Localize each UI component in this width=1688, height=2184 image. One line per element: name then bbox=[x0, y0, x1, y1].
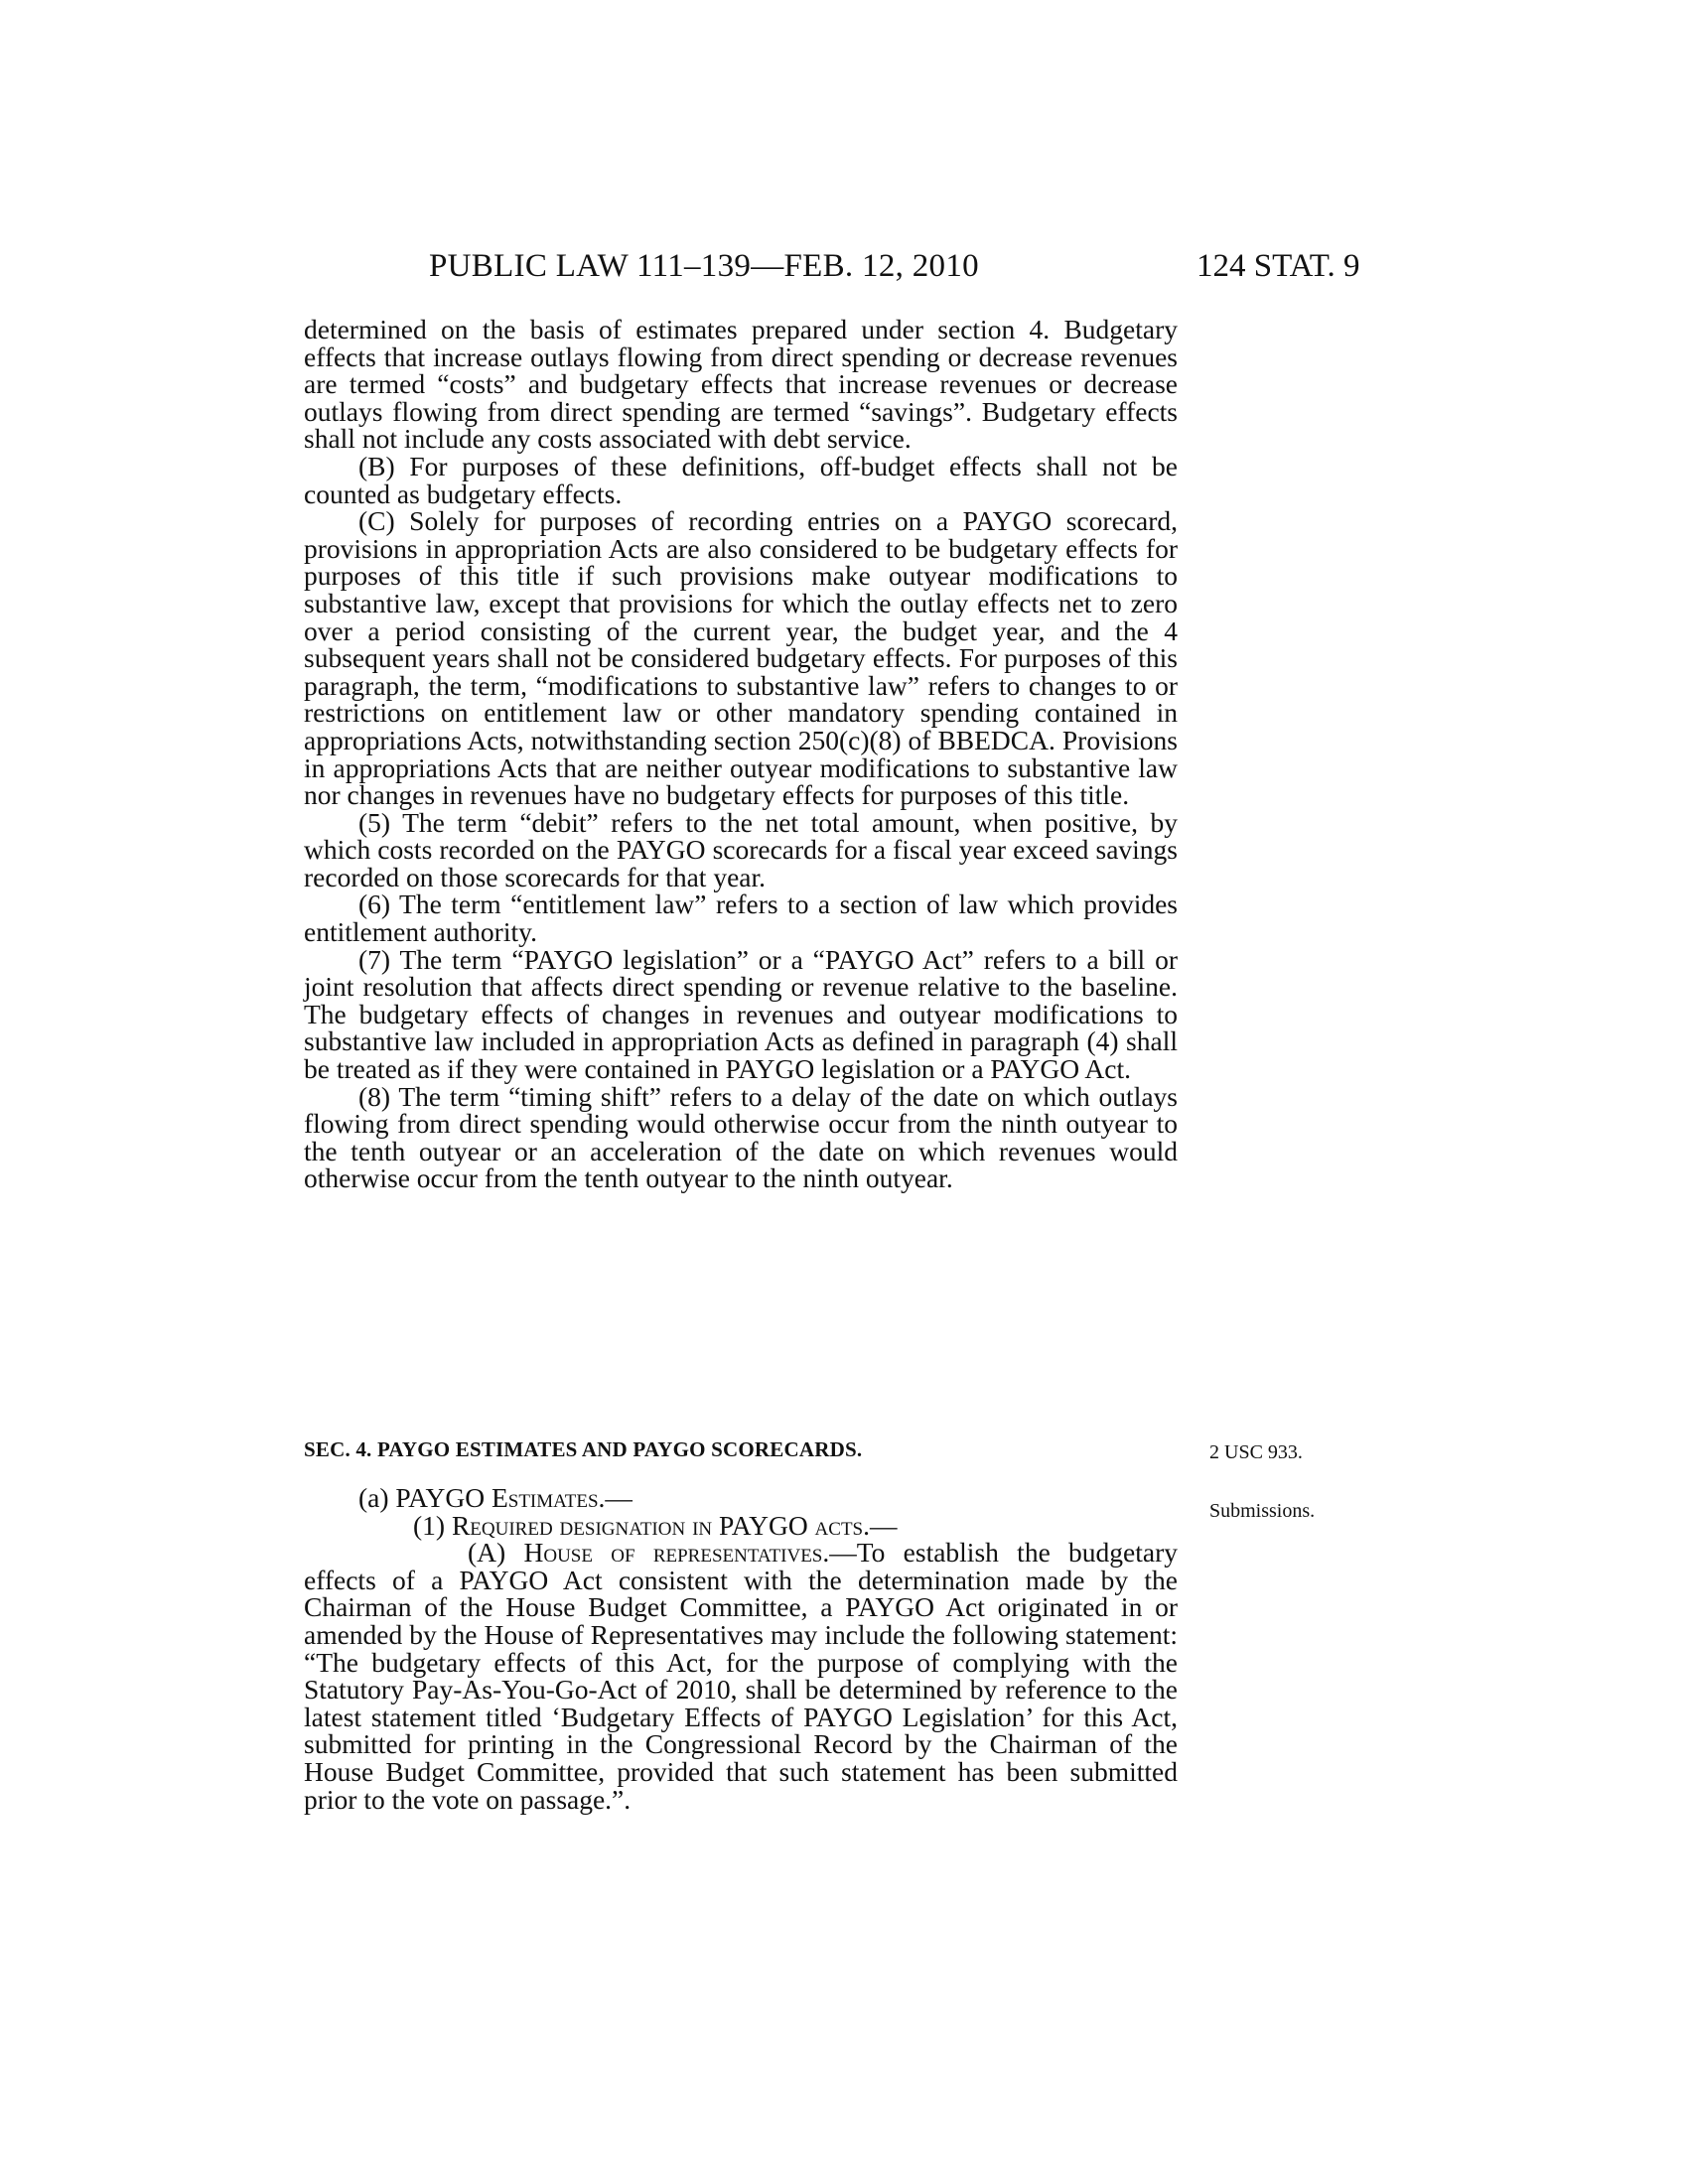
page-header bbox=[0, 248, 1688, 288]
subsection-a-title: PAYGO Estimates.— bbox=[395, 1482, 633, 1513]
subparagraph-a-text: To establish the budgetary effects of a PAYGO Act consistent with the determination made by the Chairman of the House Budget Committee, a PAYGO Act originated in or amended by the House of Representatives may include the following statement: “The budgetary effects of this Act, for the purpose of complying with the Statutory Pay-As-You-Go-Act of 2010, shall be determined by reference to the latest statement titled ‘Budgetary Effects of PAYGO Legislation’ for this Act, submitted for printing in the Congressional Record by the Chairman of the House Budget Committee, provided that such statement has been submitted prior to the vote on passage.”. bbox=[304, 1537, 1179, 1815]
paragraph-5: (5) The term “debit” refers to the net total amount, when positive, by which costs recorded on the PAYGO scorecards for a fiscal year exceed savings recorded on those scorecards for that year. bbox=[304, 806, 1178, 892]
subparagraph-a-title: House of representatives.— bbox=[523, 1537, 857, 1569]
paragraph-1-prefix: (1) bbox=[413, 1509, 446, 1541]
subsection-a bbox=[304, 1484, 1178, 1512]
margin-note-submissions: Submissions. bbox=[1209, 1500, 1316, 1522]
subparagraph-a-prefix: (A) bbox=[468, 1537, 506, 1569]
subsection-a-prefix: (a) bbox=[358, 1482, 389, 1513]
paragraph-1-title: Required designation in PAYGO acts.— bbox=[451, 1509, 898, 1541]
subparagraph-a bbox=[304, 1539, 1178, 1813]
running-title: PUBLIC LAW 111–139—FEB. 12, 2010 bbox=[429, 248, 979, 284]
paragraph-8: (8) The term “timing shift” refers to a delay of the date on which outlays flowing from direct spending would otherwise occur from the ninth outyear to the tenth outyear or an acceleration of the date on which revenues would otherwise occur from the tenth outyear to the ninth outyear. bbox=[304, 1080, 1178, 1194]
paragraph-continuation: determined on the basis of estimates prepared under section 4. Budgetary effects that increase outlays flowing from direct spending or decrease revenues are termed “costs” and budgetary effects that increase revenues or decrease outlays flowing from direct spending are termed “savings”. Budgetary effects shall not include any costs associated with debt service. bbox=[304, 314, 1178, 455]
section-4 bbox=[304, 1437, 1178, 1813]
statute-page-number: 124 STAT. 9 bbox=[1196, 248, 1360, 284]
paragraph-c: (C) Solely for purposes of recording entries on a PAYGO scorecard, provisions in appropriation Acts are also considered to be budgetary effects for purposes of this title if such provisions make outyear modifications to substantive law, except that provisions for which the outlay effects net to zero over a period consisting of the current year, the budget year, and the 4 subsequent years shall not be considered budgetary effects. For purposes of this paragraph, the term, “modifications to substantive law” refers to changes to or restrictions on entitlement law or other mandatory spending contained in appropriations Acts, notwithstanding section 250(c)(8) of BBEDCA. Provisions in appropriations Acts that are neither outyear modifications to substantive law nor changes in revenues have no budgetary effects for purposes of this title. bbox=[304, 505, 1178, 811]
margin-note-usc: 2 USC 933. bbox=[1209, 1441, 1303, 1463]
paragraph-6: (6) The term “entitlement law” refers to a section of law which provides entitlement authority. bbox=[304, 888, 1178, 948]
section-4-body bbox=[304, 1484, 1178, 1813]
paragraph-7: (7) The term “PAYGO legislation” or a “PAYGO Act” refers to a bill or joint resolution that affects direct spending or revenue relative to the baseline. The budgetary effects of changes in revenues and outyear modifications to substantive law included in appropriation Acts as defined in paragraph (4) shall be treated as if they were contained in PAYGO legislation or a PAYGO Act. bbox=[304, 943, 1178, 1085]
paragraph-b: (B) For purposes of these definitions, off-budget effects shall not be counted as budgetary effects. bbox=[304, 450, 1178, 509]
paragraph-1 bbox=[304, 1509, 1178, 1541]
body-text bbox=[304, 316, 1178, 1192]
section-heading: SEC. 4. PAYGO ESTIMATES AND PAYGO SCORECARDS. bbox=[304, 1437, 863, 1461]
